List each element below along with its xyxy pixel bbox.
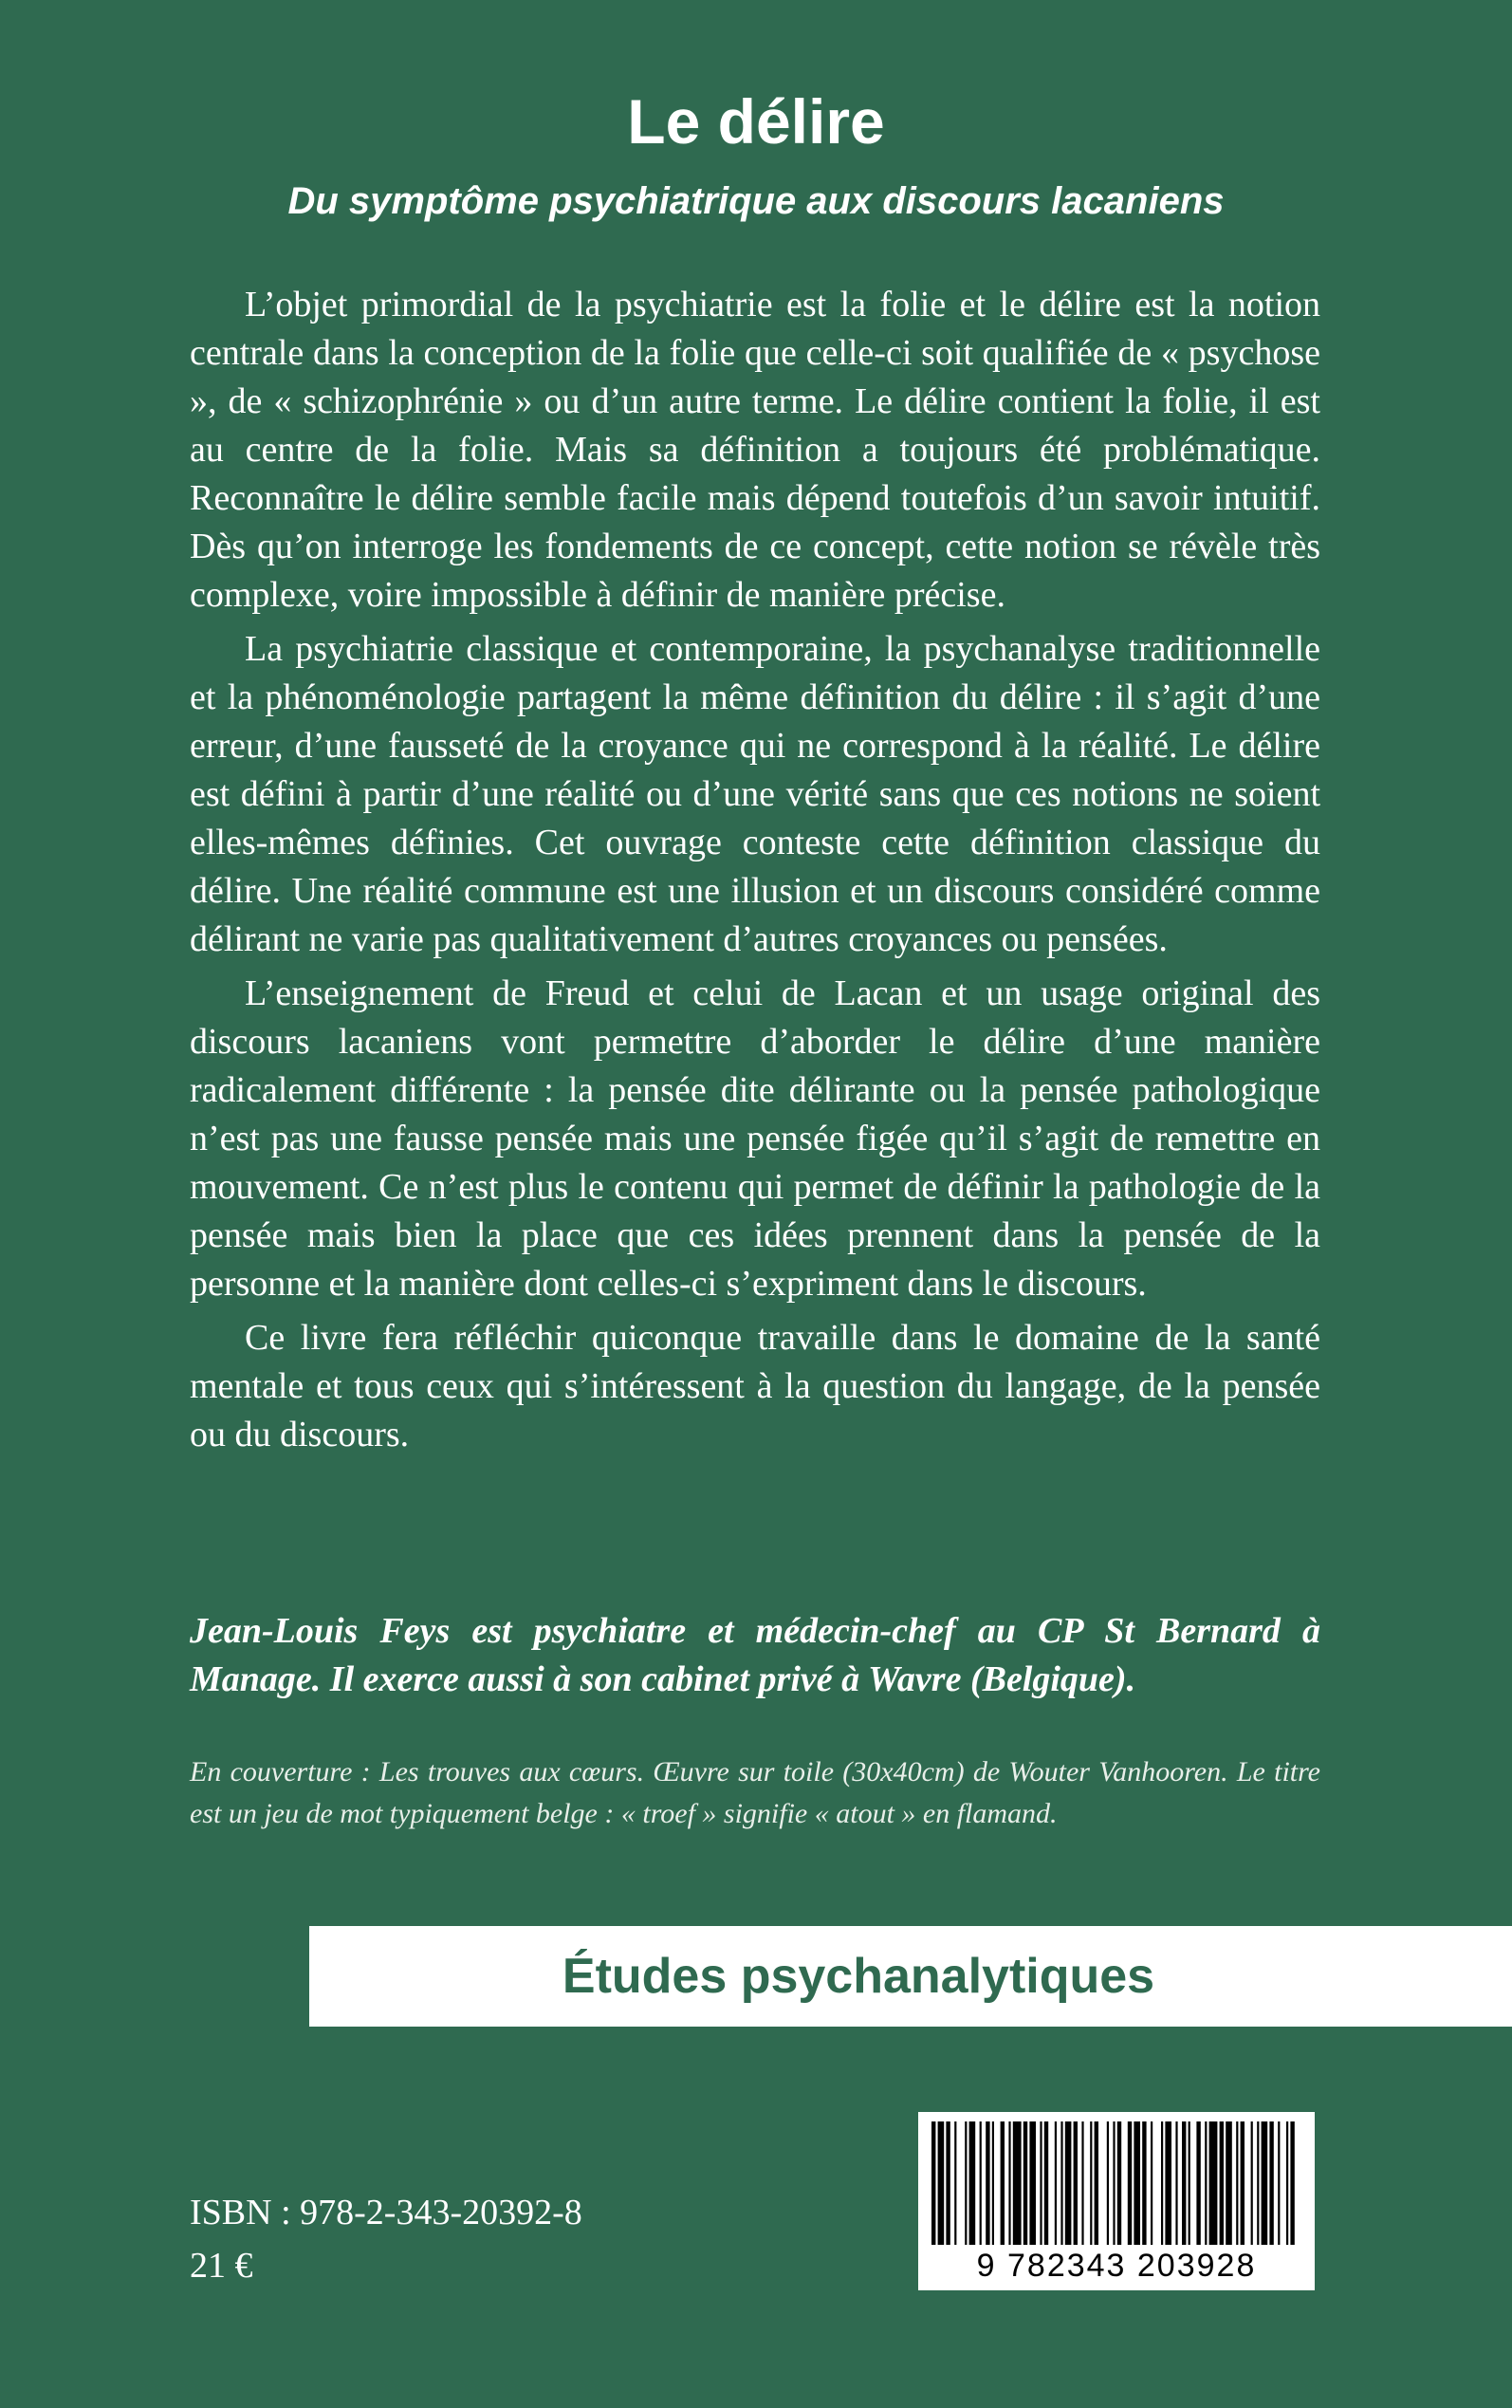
barcode-bar <box>1134 2121 1140 2245</box>
barcode-bar <box>965 2121 967 2245</box>
blurb-paragraph-1: L’objet primordial de la psychiatrie est la folie et le délire est la notion centrale dans la conception de la folie que celle-ci soit qualifiée de « psychose », de « schizophrénie » ou d’un autre terme. Le délire contient la folie, il est au centre de la folie. Mais sa définition a toujours été problématique. Reconnaître le délire semble facile mais dépend toutefois d’un savoir intuitif. Dès qu’on interroge les fondements de ce concept, cette notion se révèle très complexe, voire impossible à définir de manière précise. <box>190 285 1320 615</box>
barcode-bar <box>980 2121 982 2245</box>
barcode-bar <box>1081 2121 1083 2245</box>
barcode-bar <box>1175 2121 1177 2245</box>
barcode-bar <box>1257 2121 1259 2245</box>
book-title: Le délire <box>627 86 885 157</box>
barcode-bar <box>986 2121 989 2245</box>
barcode-bar <box>1189 2121 1190 2245</box>
barcode-bar <box>938 2121 945 2245</box>
blurb-paragraph-3: L’enseignement de Freud et celui de Lacan et un usage original des discours lacaniens vont permettre d’aborder le délire d’une manière radicalement différente : la pensée dite délirante ou la pensée pathologique n’est pas une fausse pensée mais une pensée figée qu’il s’agit de remettre en mouvement. Ce n’est plus le contenu qui permet de définir la pathologie de la pensée mais bien la place que ces idées prennent dans la pensée de la personne et la manière dont celles-ci s’expriment dans le discours. <box>190 973 1320 1304</box>
barcode-bar <box>1040 2121 1042 2245</box>
barcode-bar <box>1290 2121 1294 2245</box>
barcode-bar <box>1008 2121 1010 2245</box>
barcode-bar <box>969 2121 976 2245</box>
price: 21 € <box>190 2246 253 2286</box>
barcode-bar <box>1090 2121 1092 2245</box>
barcode-bar <box>1023 2121 1027 2245</box>
barcode-bar <box>1013 2121 1022 2245</box>
barcode-bar <box>931 2121 935 2245</box>
blurb-paragraph-2: La psychiatrie classique et contemporaine, la psychanalyse traditionnelle et la phénoménologie partagent la même définition du délire : il s’agit d’une erreur, d’une fausseté de la croyance qui ne correspond à la réalité. Le délire est défini à partir d’une réalité ou d’une vérité sans que ces notions ne soient elles-mêmes définies. Cet ouvrage conteste cette définition classique du délire. Une réalité commune est une illusion et un discours considéré comme délirant ne varie pas qualitativement d’autres croyances ou pensées. <box>190 629 1320 959</box>
series-band <box>309 1926 1512 2027</box>
barcode-bar <box>954 2121 956 2245</box>
barcode-bar <box>1220 2121 1224 2245</box>
barcode-bar <box>992 2121 994 2245</box>
series-name: Études psychanalytiques <box>562 1949 1155 2004</box>
back-cover-blurb <box>190 281 1320 1465</box>
barcode-bar <box>1142 2121 1146 2245</box>
barcode-bar <box>1236 2121 1238 2245</box>
barcode-bar <box>1065 2121 1072 2245</box>
cover-credit-note: En couverture : Les trouves aux cœurs. Œuvre sur toile (30x40cm) de Wouter Vanhooren. Le titre est un jeu de mot typiquement belge : « troef » signifie « atout » en flamand. <box>190 1756 1320 1829</box>
barcode-bar <box>1182 2121 1186 2245</box>
barcode-bar <box>1278 2121 1280 2245</box>
barcode-bar <box>1113 2121 1115 2245</box>
barcode-bar <box>1029 2121 1036 2245</box>
barcode-bar <box>1205 2121 1207 2245</box>
barcode-bar <box>1196 2121 1200 2245</box>
barcode-bar <box>1209 2121 1218 2245</box>
barcode-digits: 9 782343 203928 <box>976 2248 1257 2284</box>
barcode-bar <box>1128 2121 1132 2245</box>
barcode-bar <box>1095 2121 1098 2245</box>
barcode-bar <box>1286 2121 1288 2245</box>
author-bio: Jean-Louis Feys est psychiatre et médecin-chef au CP St Bernard à Manage. Il exerce aussi à son cabinet privé à Wavre (Belgique). <box>190 1611 1320 1699</box>
barcode-bar <box>1107 2121 1109 2245</box>
barcode-bar <box>1241 2121 1245 2245</box>
barcode <box>918 2112 1315 2290</box>
barcode-bar <box>1262 2121 1268 2245</box>
barcode-bar <box>1060 2121 1062 2245</box>
book-subtitle: Du symptôme psychiatrique aux discours lacaniens <box>287 180 1225 222</box>
barcode-bar <box>1074 2121 1078 2245</box>
isbn: ISBN : 978-2-343-20392-8 <box>190 2193 582 2232</box>
barcode-bar <box>1055 2121 1057 2245</box>
barcode-bar <box>1165 2121 1171 2245</box>
barcode-bar <box>1151 2121 1152 2245</box>
barcode-bar <box>1269 2121 1273 2245</box>
barcode-bar <box>1251 2121 1253 2245</box>
barcode-bar <box>1001 2121 1005 2245</box>
barcode-bar <box>1044 2121 1048 2245</box>
barcode-bar <box>1226 2121 1232 2245</box>
barcode-bar <box>1161 2121 1163 2245</box>
blurb-paragraph-4: Ce livre fera réfléchir quiconque travaille dans le domaine de la santé mentale et tous ceux qui s’intéressent à la question du langage, de la pensée ou du discours. <box>190 1318 1320 1454</box>
barcode-bar <box>1117 2121 1121 2245</box>
barcode-bar <box>946 2121 950 2245</box>
barcode-bars-icon <box>918 2112 1315 2245</box>
